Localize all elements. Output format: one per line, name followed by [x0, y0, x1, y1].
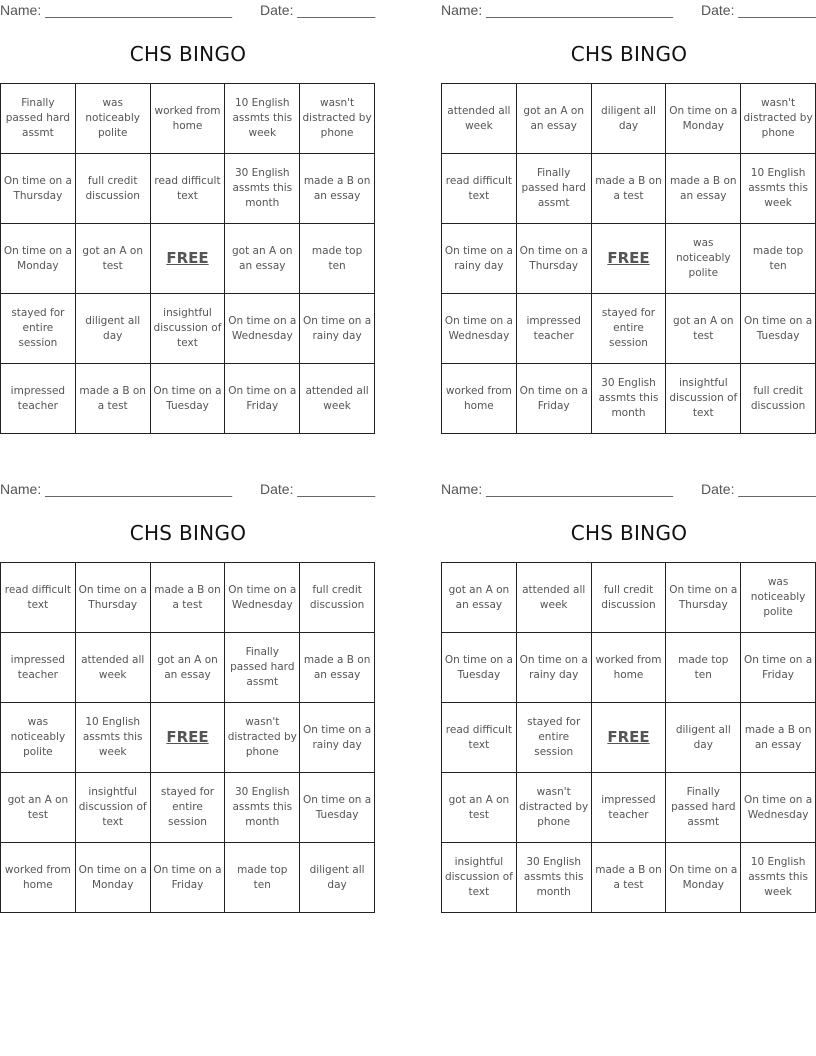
bingo-cell-label: On time on a Wednesday — [228, 583, 297, 611]
bingo-cell-label: full credit discussion — [85, 174, 140, 202]
free-space — [592, 224, 667, 294]
bingo-cell — [300, 224, 375, 294]
bingo-cell-label: 30 English assmts this month — [598, 377, 659, 419]
bingo-cell — [666, 563, 741, 633]
free-space — [592, 703, 667, 773]
bingo-cell — [592, 364, 667, 434]
bingo-cell-label: made top ten — [678, 653, 729, 681]
bingo-cell-label: On time on a Wednesday — [744, 793, 813, 821]
bingo-cell — [300, 563, 375, 633]
bingo-cell — [76, 364, 151, 434]
bingo-cell — [741, 843, 816, 913]
bingo-cell — [1, 294, 76, 364]
bingo-cell-label: stayed for entire session — [160, 786, 215, 828]
bingo-cell — [741, 703, 816, 773]
date-line: Date: __________ — [701, 481, 816, 497]
bingo-cell-label: full credit discussion — [309, 583, 365, 611]
name-line: Name: ________________________ — [0, 2, 232, 18]
bingo-cell — [442, 294, 517, 364]
bingo-cell — [741, 224, 816, 294]
free-space — [151, 224, 226, 294]
bingo-cell-label: On time on a Tuesday — [153, 384, 222, 412]
bingo-cell — [666, 294, 741, 364]
bingo-cell — [76, 703, 151, 773]
bingo-grid — [0, 562, 375, 913]
bingo-cell — [76, 294, 151, 364]
bingo-cell-label: On time on a Friday — [153, 863, 222, 891]
bingo-cell — [517, 84, 592, 154]
bingo-cell — [225, 843, 300, 913]
bingo-card-4 — [441, 479, 816, 898]
bingo-cell-label: diligent all day — [601, 104, 656, 132]
bingo-cell — [741, 773, 816, 843]
free-label: FREE — [166, 728, 209, 746]
bingo-cell-label: wasn't distracted by phone — [519, 786, 589, 828]
bingo-cell-label: On time on a rainy day — [303, 723, 372, 751]
bingo-cell-label: worked from home — [445, 384, 512, 412]
bingo-cell — [517, 224, 592, 294]
bingo-cell-label: was noticeably polite — [676, 237, 731, 279]
bingo-cell-label: On time on a Thursday — [3, 174, 72, 202]
bingo-cell — [517, 563, 592, 633]
bingo-cell — [151, 84, 226, 154]
bingo-cell-label: On time on a Friday — [228, 384, 297, 412]
bingo-cell-label: 10 English assmts this week — [748, 856, 808, 898]
bingo-cell — [666, 84, 741, 154]
bingo-cell — [592, 294, 667, 364]
name-line: Name: ________________________ — [0, 481, 232, 497]
bingo-cell-label: got an A on an essay — [232, 244, 293, 272]
date-line: Date: __________ — [701, 2, 816, 18]
bingo-cell — [442, 364, 517, 434]
bingo-cell-label: attended all week — [522, 583, 586, 611]
bingo-cell — [517, 843, 592, 913]
bingo-cell — [225, 563, 300, 633]
bingo-cell-label: wasn't distracted by phone — [743, 97, 813, 139]
bingo-cell — [666, 364, 741, 434]
bingo-cell — [151, 364, 226, 434]
bingo-grid — [0, 83, 375, 434]
bingo-cell — [225, 154, 300, 224]
bingo-cell — [517, 294, 592, 364]
card-header — [441, 0, 816, 22]
bingo-cell — [1, 224, 76, 294]
bingo-cell-label: was noticeably polite — [750, 576, 806, 618]
bingo-cell-label: On time on a Tuesday — [303, 793, 372, 821]
card-header — [441, 479, 816, 501]
bingo-cell — [442, 563, 517, 633]
bingo-cell-label: stayed for entire session — [601, 307, 656, 349]
bingo-cell — [592, 633, 667, 703]
bingo-cell-label: On time on a Monday — [3, 244, 72, 272]
bingo-cell-label: On time on a rainy day — [519, 653, 588, 681]
bingo-cell — [666, 703, 741, 773]
bingo-cell — [442, 84, 517, 154]
bingo-cell — [300, 294, 375, 364]
bingo-cell-label: On time on a Monday — [78, 863, 147, 891]
bingo-cell — [1, 703, 76, 773]
bingo-cell-label: read difficult text — [445, 723, 512, 751]
bingo-cell-label: On time on a Tuesday — [444, 653, 513, 681]
bingo-cell-label: got an A on an essay — [523, 104, 584, 132]
bingo-cell-label: On time on a Wednesday — [444, 314, 513, 342]
bingo-cell — [151, 773, 226, 843]
bingo-cell-label: made a B on a test — [595, 863, 662, 891]
bingo-cell-label: was noticeably polite — [10, 716, 66, 758]
bingo-card-1 — [0, 0, 376, 412]
bingo-cell-label: diligent all day — [675, 723, 731, 751]
bingo-cell — [442, 843, 517, 913]
bingo-cell-label: On time on a Friday — [519, 384, 588, 412]
bingo-cell-label: full credit discussion — [750, 384, 806, 412]
bingo-cell — [300, 84, 375, 154]
bingo-cell-label: insightful discussion of text — [669, 377, 738, 419]
bingo-cell-label: impressed teacher — [526, 314, 581, 342]
bingo-cell-label: got an A on test — [82, 244, 143, 272]
date-line: Date: __________ — [260, 481, 376, 497]
bingo-cell — [517, 154, 592, 224]
free-label: FREE — [166, 249, 209, 267]
bingo-cell — [741, 563, 816, 633]
bingo-cell — [442, 224, 517, 294]
card-title: CHS BINGO — [129, 521, 247, 545]
bingo-cell-label: worked from home — [595, 653, 662, 681]
bingo-cell — [592, 84, 667, 154]
bingo-cell-label: got an A on test — [7, 793, 69, 821]
bingo-cell — [517, 364, 592, 434]
date-line: Date: __________ — [260, 2, 376, 18]
bingo-cell — [442, 703, 517, 773]
bingo-cell-label: impressed teacher — [601, 793, 656, 821]
bingo-cell-label: worked from home — [154, 104, 221, 132]
bingo-cell — [151, 294, 226, 364]
bingo-cell — [592, 154, 667, 224]
bingo-cell-label: got an A on test — [448, 793, 510, 821]
bingo-cell-label: On time on a Thursday — [519, 244, 588, 272]
bingo-cell-label: insightful discussion of text — [444, 856, 513, 898]
bingo-cell-label: On time on a Monday — [669, 863, 738, 891]
bingo-cell — [151, 563, 226, 633]
bingo-cell-label: worked from home — [4, 863, 71, 891]
bingo-cell-label: made a B on an essay — [303, 174, 371, 202]
bingo-cell — [517, 773, 592, 843]
bingo-cell — [76, 224, 151, 294]
bingo-cell — [666, 843, 741, 913]
bingo-cell — [666, 224, 741, 294]
bingo-cell-label: 10 English assmts this week — [82, 716, 143, 758]
bingo-cell-label: stayed for entire session — [11, 307, 65, 349]
card-title: CHS BINGO — [129, 42, 247, 66]
bingo-cell — [225, 294, 300, 364]
bingo-cell-label: got an A on test — [673, 314, 734, 342]
bingo-cell-label: impressed teacher — [10, 384, 66, 412]
bingo-cell-label: On time on a Wednesday — [228, 314, 297, 342]
bingo-cell-label: insightful discussion of text — [153, 307, 222, 349]
bingo-cell — [76, 633, 151, 703]
bingo-cell-label: read difficult text — [154, 174, 221, 202]
free-label: FREE — [607, 728, 650, 746]
bingo-cell — [1, 84, 76, 154]
bingo-cell-label: 10 English assmts this week — [232, 97, 293, 139]
bingo-cell-label: diligent all day — [309, 863, 365, 891]
bingo-cell — [741, 633, 816, 703]
bingo-cell — [151, 154, 226, 224]
bingo-cell-label: made a B on an essay — [303, 653, 371, 681]
bingo-cell-label: On time on a rainy day — [444, 244, 513, 272]
bingo-cell — [592, 563, 667, 633]
bingo-cell — [300, 843, 375, 913]
name-line: Name: ________________________ — [441, 481, 673, 497]
bingo-cell — [741, 84, 816, 154]
bingo-cell — [151, 633, 226, 703]
bingo-cell-label: made top ten — [237, 863, 288, 891]
bingo-cell — [666, 154, 741, 224]
bingo-cell — [225, 633, 300, 703]
bingo-cell-label: impressed teacher — [10, 653, 66, 681]
bingo-cell — [151, 843, 226, 913]
bingo-cell-label: made a B on an essay — [744, 723, 812, 751]
bingo-cell-label: Finally passed hard assmt — [671, 786, 736, 828]
bingo-cell — [300, 633, 375, 703]
bingo-cell-label: 10 English assmts this week — [748, 167, 808, 209]
bingo-cell-label: Finally passed hard assmt — [521, 167, 586, 209]
bingo-cell-label: wasn't distracted by phone — [227, 716, 297, 758]
bingo-cell — [1, 773, 76, 843]
bingo-card-2 — [441, 0, 816, 419]
bingo-cell — [442, 633, 517, 703]
bingo-cell-label: On time on a Thursday — [669, 583, 738, 611]
bingo-cell — [300, 364, 375, 434]
bingo-cell-label: made a B on an essay — [670, 174, 737, 202]
bingo-cell-label: 30 English assmts this month — [232, 786, 293, 828]
bingo-cell — [1, 633, 76, 703]
bingo-cell — [1, 154, 76, 224]
bingo-cell — [592, 843, 667, 913]
bingo-cell — [76, 773, 151, 843]
bingo-cell-label: was noticeably polite — [85, 97, 140, 139]
bingo-cell — [76, 154, 151, 224]
bingo-cell — [1, 364, 76, 434]
bingo-cell — [517, 633, 592, 703]
bingo-cell-label: On time on a Thursday — [78, 583, 147, 611]
bingo-cell-label: full credit discussion — [601, 583, 656, 611]
bingo-cell — [741, 294, 816, 364]
bingo-cell — [300, 154, 375, 224]
bingo-cell — [225, 364, 300, 434]
bingo-cell — [517, 703, 592, 773]
bingo-cell-label: diligent all day — [85, 314, 141, 342]
bingo-cell — [1, 563, 76, 633]
bingo-cell-label: got an A on an essay — [157, 653, 218, 681]
bingo-cell-label: insightful discussion of text — [78, 786, 147, 828]
bingo-cell-label: made a B on a test — [595, 174, 662, 202]
bingo-cell-label: stayed for entire session — [527, 716, 581, 758]
bingo-cell — [442, 773, 517, 843]
bingo-cell — [300, 703, 375, 773]
bingo-cell — [592, 773, 667, 843]
bingo-cell-label: read difficult text — [445, 174, 512, 202]
bingo-cell — [666, 633, 741, 703]
bingo-cell-label: 30 English assmts this month — [523, 856, 584, 898]
card-header — [0, 0, 376, 22]
bingo-cell-label: On time on a rainy day — [303, 314, 372, 342]
bingo-cell-label: made a B on a test — [154, 583, 221, 611]
bingo-cell-label: On time on a Friday — [744, 653, 813, 681]
bingo-cell — [666, 773, 741, 843]
bingo-cell-label: read difficult text — [4, 583, 71, 611]
bingo-grid — [441, 83, 816, 434]
card-title: CHS BINGO — [570, 521, 688, 545]
bingo-cell — [741, 364, 816, 434]
bingo-cell-label: attended all week — [81, 653, 145, 681]
bingo-cell — [300, 773, 375, 843]
bingo-cell-label: Finally passed hard assmt — [230, 646, 295, 688]
bingo-cell-label: made top ten — [311, 244, 363, 272]
card-header — [0, 479, 376, 501]
bingo-cell-label: On time on a Tuesday — [744, 314, 813, 342]
bingo-grid — [441, 562, 816, 913]
bingo-cell — [442, 154, 517, 224]
bingo-cell-label: Finally passed hard assmt — [5, 97, 71, 139]
bingo-cell — [225, 224, 300, 294]
bingo-cell — [225, 703, 300, 773]
bingo-cell — [76, 563, 151, 633]
free-label: FREE — [607, 249, 650, 267]
bingo-cell-label: made a B on a test — [79, 384, 146, 412]
name-line: Name: ________________________ — [441, 2, 673, 18]
bingo-cell-label: attended all week — [447, 104, 511, 132]
bingo-cell — [225, 84, 300, 154]
bingo-cell-label: got an A on an essay — [448, 583, 510, 611]
bingo-cell — [1, 843, 76, 913]
bingo-cell — [76, 843, 151, 913]
free-space — [151, 703, 226, 773]
bingo-cell — [225, 773, 300, 843]
bingo-cell-label: attended all week — [305, 384, 369, 412]
bingo-cell-label: 30 English assmts this month — [232, 167, 293, 209]
card-title: CHS BINGO — [570, 42, 688, 66]
bingo-cell — [741, 154, 816, 224]
bingo-cell-label: wasn't distracted by phone — [302, 97, 372, 139]
bingo-cell-label: made top ten — [752, 244, 804, 272]
bingo-cell — [76, 84, 151, 154]
bingo-card-3 — [0, 479, 376, 891]
bingo-cell-label: On time on a Monday — [669, 104, 738, 132]
